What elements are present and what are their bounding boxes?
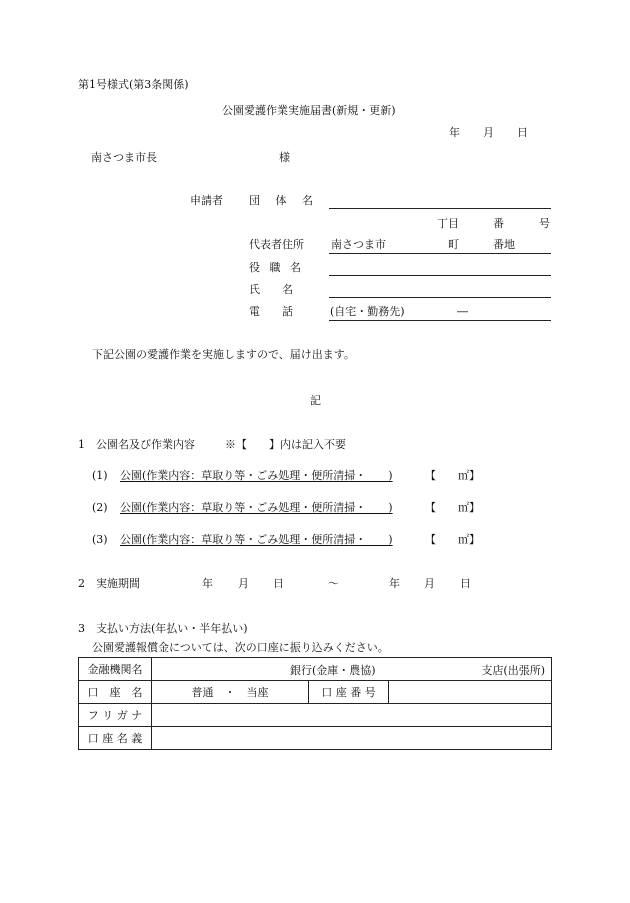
addressee-honorific: 様 [279,151,290,164]
address-go: 号 [539,217,550,230]
bank-value-cell [152,658,552,681]
holder-value [152,727,552,750]
period-to-year: 年 [389,577,400,590]
item2-num: (2) [92,501,108,514]
group-name-line [329,208,551,209]
account-no-label: 口 座 番 号 [309,681,389,704]
form-number: 第1号様式(第3条関係) [78,78,189,91]
form-title: 公園愛護作業実施届書(新規・更新) [222,104,396,117]
item1-text: 公園(作業内容：草取り等・ごみ処理・便所清掃・ ) [120,469,393,482]
position-line [329,275,551,276]
date-year: 年 [449,126,460,139]
period-tilde: ～ [328,577,339,590]
section3-heading: 3 支払い方法(年払い・半年払い) [78,622,248,635]
item3-area: 【 ㎡】 [425,533,480,546]
period-from-month: 月 [238,577,249,590]
address-ban: 番 [493,217,504,230]
item2-text: 公園(作業内容：草取り等・ごみ処理・便所清掃・ ) [120,501,393,514]
period-to-month: 月 [424,577,435,590]
date-month: 月 [483,126,494,139]
phone-type: (自宅・勤務先) [330,305,405,318]
section3-note: 公園愛護報償金については、次の口座に振り込みください。 [92,641,389,654]
item3-text: 公園(作業内容：草取り等・ごみ処理・便所清掃・ ) [120,533,393,546]
rep-address-line [329,253,551,254]
phone-line [329,320,551,321]
furigana-label: フ リ ガ ナ [79,704,152,727]
bank-label: 金融機関名 [79,658,152,681]
bank-row [79,658,552,681]
item3-num: (3) [92,533,108,546]
item2-area: 【 ㎡】 [425,501,480,514]
branch-value: 支店(出張所) [481,664,545,677]
position-label: 役 職 名 [249,261,304,274]
period-from-day: 日 [273,577,284,590]
rep-address-label: 代表者住所 [249,238,304,251]
account-label: 口 座 名 [79,681,152,704]
intro-text: 下記公園の愛護作業を実施しますので、届け出ます。 [92,348,355,361]
furigana-row [79,704,552,727]
phone-label: 電 話 [249,305,293,318]
address-chome: 丁目 [437,217,459,230]
addressee-name: 南さつま市長 [91,151,157,164]
furigana-value [152,704,552,727]
applicant-label: 申請者 [190,194,223,207]
section1-note: ※【 】内は記入不要 [225,438,346,451]
section1-heading: 1 公園名及び作業内容 [78,438,195,451]
period-to-day: 日 [460,577,471,590]
rep-address-city: 南さつま市 [331,238,386,251]
ki-heading: 記 [310,394,321,407]
name-line [329,297,551,298]
holder-label: 口 座 名 義 [79,727,152,750]
phone-dash: ― [457,305,468,318]
group-name-label: 団 体 名 [249,194,319,207]
rep-address-town: 町 [448,238,459,251]
date-day: 日 [517,126,528,139]
name-label: 氏 名 [249,283,293,296]
rep-address-banchi: 番地 [493,238,515,251]
bank-value: 銀行(金庫・農協) [290,664,376,677]
account-no-value [389,681,552,704]
account-row [79,681,552,704]
bank-account-table [78,657,552,750]
item1-num: (1) [92,469,108,482]
holder-row [79,727,552,750]
account-type: 普通 ・ 当座 [152,681,309,704]
item1-area: 【 ㎡】 [425,469,480,482]
section2-heading: 2 実施期間 [78,577,140,590]
period-from-year: 年 [202,577,213,590]
